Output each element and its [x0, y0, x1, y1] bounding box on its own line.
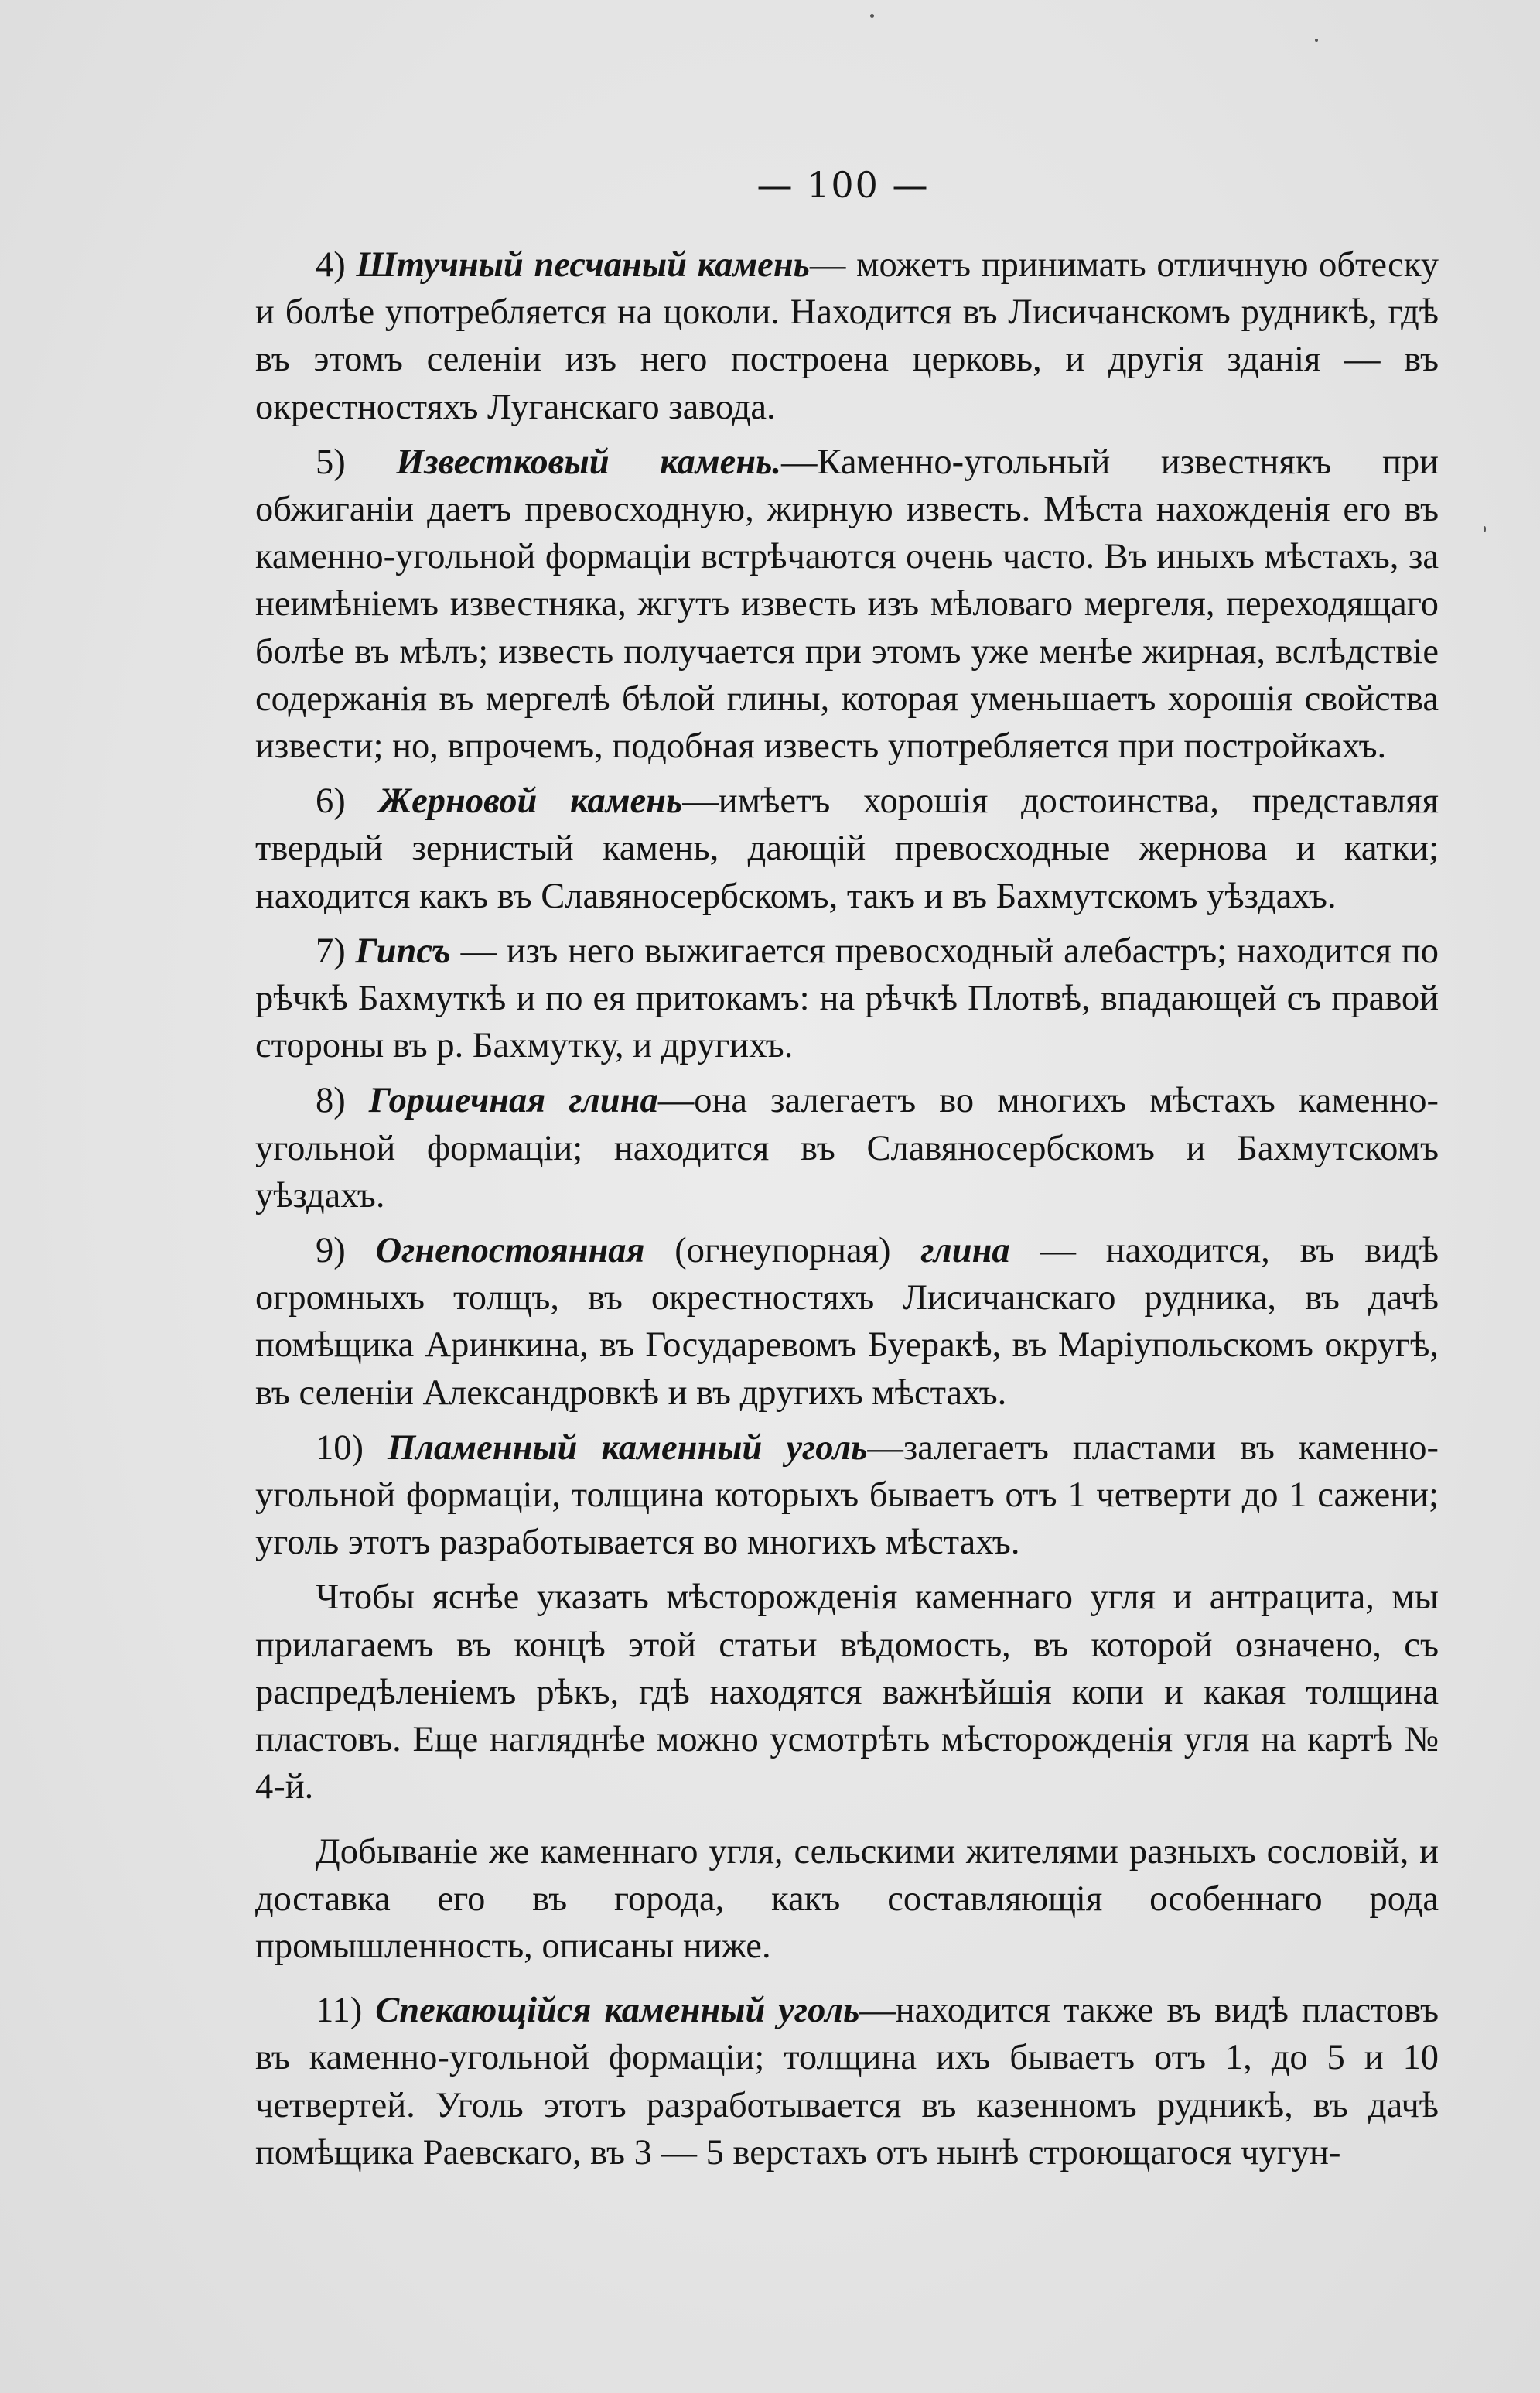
- item-number: 11): [316, 1991, 363, 2031]
- item-number: 7): [316, 931, 346, 971]
- paragraph-text: —она залегаетъ во многихъ мѣстахъ каменно-угольной формаціи; находится въ Славяносербскомъ и Бахмутскомъ уѣздахъ.: [255, 1081, 1439, 1215]
- term-heading: Спекающійся каменный уголь: [375, 1991, 860, 2031]
- term-heading-2: глина: [920, 1231, 1010, 1271]
- paragraph-4-sandstone: [255, 241, 1439, 431]
- term-heading: Гипсъ: [355, 931, 451, 971]
- paragraph-text: Добываніе же каменнаго угля, сельскими жителями разныхъ сословій, и доставка его въ города, какъ составляющія особеннаго рода промышленность, описаны ниже.: [255, 1831, 1439, 1966]
- paragraph-9-fireclay: [255, 1227, 1439, 1417]
- item-number: 4): [316, 245, 346, 285]
- paragraph-text: —имѣетъ хорошія достоинства, представляя твердый зернистый камень, дающій превосходные жернова и катки; находится какъ въ Славяносербскомъ, такъ и въ Бахмутскомъ уѣздахъ.: [255, 781, 1439, 916]
- paragraph-8-pottery-clay: [255, 1077, 1439, 1219]
- paragraph-10-flame-coal: [255, 1424, 1439, 1567]
- scan-speck: [1315, 39, 1318, 42]
- term-heading: Пламенный каменный уголь: [387, 1427, 868, 1468]
- item-number: 6): [316, 781, 346, 822]
- term-heading: Горшечная глина: [368, 1081, 658, 1121]
- paragraph-text: —Каменно-угольный известнякъ при обжиганіи даетъ превосходную, жирную известь. Мѣста нахожденія его въ каменно-угольной формаціи встрѣчаются очень часто. Въ иныхъ мѣстахъ, за неимѣніемъ известняка, жгутъ известь изъ мѣловаго мергеля, переходящаго болѣе въ мѣлъ; известь получается при этомъ уже менѣе жирная, вслѣдствіе содержанія въ мергелѣ бѣлой глины, которая уменьшаетъ хорошія свойства извести; но, впрочемъ, подобная известь употребляется при постройкахъ.: [255, 442, 1439, 767]
- body-text: [255, 241, 1439, 2184]
- term-aside: (огнеупорная): [644, 1231, 921, 1271]
- paragraph-coal-mining: [255, 1828, 1439, 1971]
- paragraph-5-limestone: [255, 439, 1439, 770]
- paragraph-7-gypsum: [255, 928, 1439, 1070]
- paragraph-11-coking-coal: [255, 1987, 1439, 2176]
- paragraph-text: — находится, въ видѣ огромныхъ толщъ, въ окрестностяхъ Лисичанскаго рудника, въ дачѣ помѣщика Аринкина, въ Государевомъ Буеракѣ, въ Маріупольскомъ округѣ, въ селеніи Александровкѣ и въ другихъ мѣстахъ.: [255, 1231, 1439, 1413]
- paragraph-text: —залегаетъ пластами въ каменно-угольной формаціи, толщина которыхъ бываетъ отъ 1 четверти до 1 сажени; уголь этотъ разработывается во многихъ мѣстахъ.: [255, 1427, 1439, 1563]
- paragraph-text: —находится также въ видѣ пластовъ въ каменно-угольной формаціи; толщина ихъ бываетъ отъ 1, до 5 и 10 четвертей. Уголь этотъ разработывается въ казенномъ рудникѣ, въ дачѣ помѣщика Раевскаго, въ 3 — 5 верстахъ отъ нынѣ строющагося чугун-: [255, 1991, 1439, 2173]
- paragraph-coal-deposits: [255, 1574, 1439, 1810]
- item-number: 9): [316, 1231, 346, 1271]
- paragraph-text: — изъ него выжигается превосходный алебастръ; находится по рѣчкѣ Бахмуткѣ и по ея притокамъ: на рѣчкѣ Плотвѣ, впадающей съ правой стороны въ р. Бахмутку, и другихъ.: [255, 931, 1439, 1066]
- item-number: 5): [316, 442, 346, 482]
- item-number: 8): [316, 1081, 346, 1121]
- paragraph-text: Чтобы яснѣе указать мѣсторожденія каменнаго угля и антрацита, мы прилагаемъ въ концѣ этой статьи вѣдомость, въ которой означено, съ распредѣленіемъ рѣкъ, гдѣ находятся важнѣйшія копи и какая толщина пластовъ. Еще нагляднѣе можно усмотрѣть мѣсторожденія угля на картѣ № 4-й.: [255, 1578, 1439, 1807]
- term-heading: Жерновой камень: [378, 781, 683, 822]
- paragraph-6-millstone: [255, 778, 1439, 920]
- term-heading: Штучный песчаный камень: [356, 245, 810, 285]
- term-heading: Известковый камень.: [396, 442, 781, 482]
- page-number: — 100 —: [756, 164, 930, 206]
- item-number: 10): [316, 1427, 364, 1468]
- scan-speck: [870, 14, 874, 18]
- scan-speck: [1484, 526, 1486, 532]
- term-heading: Огнепостоянная: [375, 1231, 645, 1271]
- paragraph-text: — можетъ принимать отличную обтеску и болѣе употребляется на цоколи. Находится въ Лисичанскомъ рудникѣ, гдѣ въ этомъ селеніи изъ него построена церковь, и другія зданія — въ окрестностяхъ Луганскаго завода.: [255, 245, 1439, 427]
